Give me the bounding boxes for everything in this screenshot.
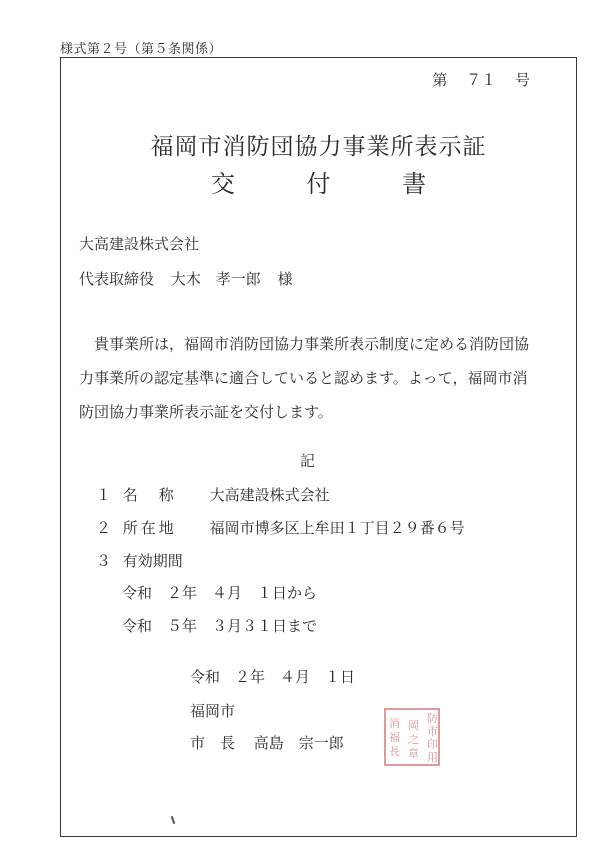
item-number: ３ bbox=[96, 552, 112, 570]
seal-char: 長 bbox=[389, 745, 400, 758]
seal-char: 章 bbox=[408, 747, 419, 760]
issue-date: 令和 ２年 ４月 １日 bbox=[190, 668, 356, 686]
item-value: 大高建設株式会社 bbox=[209, 486, 330, 504]
issuer-city: 福岡市 bbox=[190, 702, 236, 720]
official-seal bbox=[384, 708, 440, 766]
seal-char: 消 bbox=[389, 717, 400, 730]
form-label: 様式第２号（第５条関係） bbox=[60, 42, 223, 57]
addressee-company: 大高建設株式会社 bbox=[79, 235, 200, 253]
addressee-honorific: 様 bbox=[277, 270, 293, 288]
seal-char: 用 bbox=[427, 751, 438, 764]
addressee-name: 大木 孝一郎 bbox=[170, 270, 261, 288]
seal-char: 之 bbox=[408, 733, 419, 746]
validity-to: 令和 ５年 ３月３１日まで bbox=[122, 617, 318, 635]
document-title: 福岡市消防団協力事業所表示証 bbox=[150, 134, 487, 160]
item-label: 有効期間 bbox=[122, 552, 183, 570]
issuer-name: 高島 宗一郎 bbox=[253, 734, 344, 752]
document-subtitle bbox=[60, 164, 577, 199]
item-value: 福岡市博多区上牟田１丁目２９番６号 bbox=[209, 519, 465, 537]
seal-char: 防 bbox=[427, 712, 438, 725]
certificate-number bbox=[432, 69, 530, 90]
subtitle-char: 交 bbox=[210, 170, 235, 198]
item-validity bbox=[96, 550, 183, 571]
item-name bbox=[96, 484, 330, 505]
seal-char: 市 bbox=[427, 725, 438, 738]
validity-from: 令和 ２年 ４月 １日から bbox=[122, 584, 318, 602]
certificate-number-value: ７１ bbox=[466, 71, 497, 89]
seal-char: 岡 bbox=[408, 719, 419, 732]
issuer-title: 市 長 bbox=[190, 734, 236, 752]
certificate-number-prefix: 第 bbox=[432, 71, 448, 89]
addressee-representative bbox=[79, 268, 305, 289]
seal-char: 印 bbox=[427, 738, 438, 751]
certificate-number-suffix: 号 bbox=[514, 71, 530, 89]
body-text: 貴事業所は，福岡市消防団協力事業所表示制度に定める消防団協力事業所の認定基準に適合していると認めます。よって，福岡市消防団協力事業所表示証を交付します。 bbox=[79, 335, 530, 421]
seal-char: 福 bbox=[389, 731, 400, 744]
item-number: １ bbox=[96, 486, 112, 504]
subtitle-char: 付 bbox=[306, 170, 331, 198]
addressee-position: 代表取締役 bbox=[79, 270, 155, 288]
item-address bbox=[96, 517, 465, 538]
subtitle-char: 書 bbox=[402, 170, 427, 198]
issuer-mayor bbox=[190, 732, 358, 753]
item-number: ２ bbox=[96, 519, 112, 537]
ki-heading: 記 bbox=[300, 452, 316, 470]
item-label: 所在地 bbox=[122, 519, 177, 537]
item-label: 名 称 bbox=[122, 486, 177, 504]
